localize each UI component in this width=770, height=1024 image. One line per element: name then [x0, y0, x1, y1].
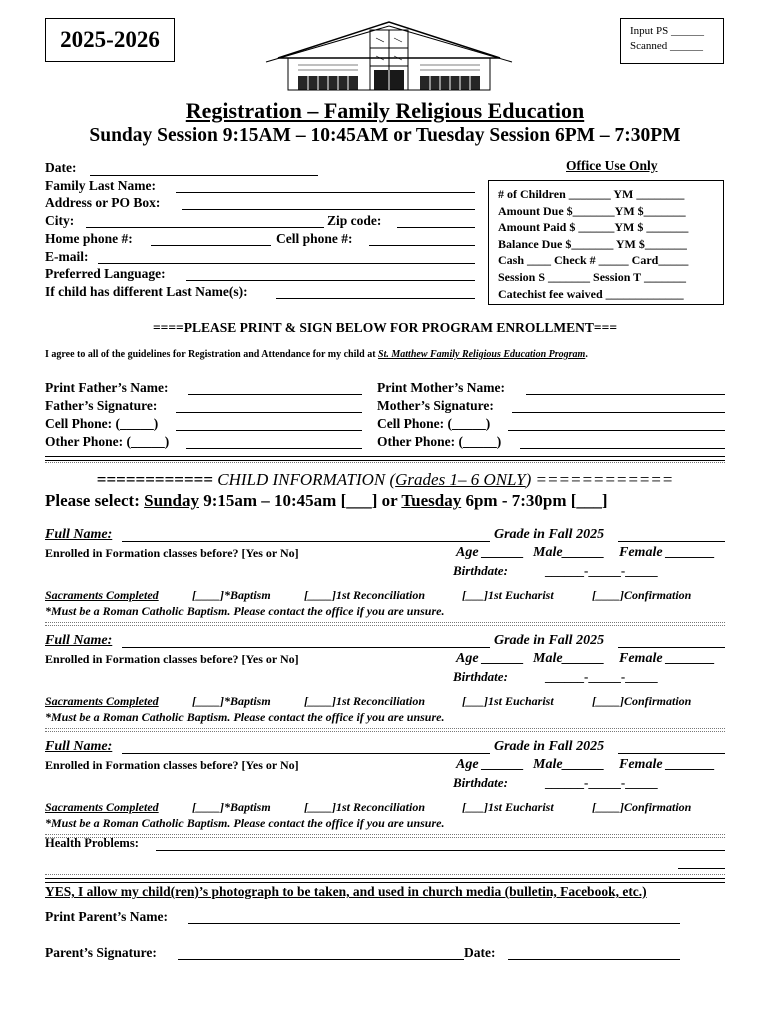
sacraments-label: Sacraments Completed — [45, 800, 159, 814]
child-full-name-field[interactable] — [122, 541, 490, 542]
birthdate-field[interactable]: ______-_____-_____ — [545, 563, 658, 578]
office-row: # of Children _______ YM ________ — [498, 187, 685, 201]
page-subtitle: Sunday Session 9:15AM – 10:45AM or Tuesday Session 6PM – 7:30PM — [89, 125, 681, 146]
grade-label: Grade in Fall 2025 — [494, 527, 605, 542]
enrollment-banner: ====PLEASE PRINT & SIGN BELOW FOR PROGRAM ENROLLMENT=== — [152, 320, 618, 335]
date-field[interactable] — [90, 175, 318, 176]
address-field[interactable] — [182, 209, 475, 210]
eucharist-checkbox[interactable]: [___]1st Eucharist — [462, 588, 554, 602]
section-divider — [45, 878, 725, 883]
office-row: Balance Due $_______ YM $_______ — [498, 236, 687, 251]
health-field-2[interactable] — [678, 868, 725, 869]
zip-label: Zip code: — [327, 213, 382, 228]
confirmation-checkbox[interactable]: [____]Confirmation — [592, 800, 692, 814]
church-logo — [258, 18, 520, 94]
office-row: Catechist fee waived _____________ — [498, 286, 684, 301]
mother-other-phone-label: Other Phone: (_____) — [377, 434, 502, 449]
father-cell-label: Cell Phone: (_____) — [45, 416, 159, 431]
mother-other-phone-field[interactable] — [520, 448, 725, 449]
father-name-label: Print Father’s Name: — [45, 380, 169, 395]
child-full-name-label: Full Name: — [45, 739, 113, 754]
scanned-label: Scanned ______ — [630, 40, 704, 52]
enrolled-before-label[interactable]: Enrolled in Formation classes before? [Yes or No] — [45, 652, 299, 666]
male-field[interactable]: Male______ — [533, 651, 605, 666]
mother-name-label: Print Mother’s Name: — [377, 380, 505, 395]
section-divider — [45, 834, 725, 835]
child-full-name-label: Full Name: — [45, 527, 113, 542]
section-divider — [45, 625, 725, 626]
office-row: Amount Paid $ ______YM $ _______ — [498, 220, 689, 235]
baptism-checkbox[interactable]: [____]*Baptism — [192, 694, 271, 708]
mother-signature-label: Mother’s Signature: — [377, 398, 494, 413]
date-label: Date: — [45, 160, 77, 175]
email-field[interactable] — [98, 263, 475, 264]
parent-signature-label: Parent’s Signature: — [45, 945, 157, 960]
office-row: Amount Due $_______YM $_______ — [498, 203, 686, 218]
address-label: Address or PO Box: — [45, 195, 161, 210]
enrolled-before-label[interactable]: Enrolled in Formation classes before? [Yes or No] — [45, 758, 299, 772]
home-phone-field[interactable] — [151, 245, 271, 246]
birthdate-field[interactable]: ______-_____-_____ — [545, 669, 658, 684]
father-other-phone-label: Other Phone: (_____) — [45, 434, 170, 449]
scan-status-box — [620, 18, 724, 64]
baptism-checkbox[interactable]: [____]*Baptism — [192, 588, 271, 602]
section-divider — [45, 622, 725, 623]
city-label: City: — [45, 213, 75, 228]
cell-phone-field[interactable] — [369, 245, 475, 246]
child-full-name-label: Full Name: — [45, 633, 113, 648]
mother-name-field[interactable] — [526, 394, 725, 395]
health-field[interactable] — [156, 850, 725, 851]
eucharist-checkbox[interactable]: [___]1st Eucharist — [462, 800, 554, 814]
office-row: Session S _______ Session T _______ — [498, 269, 686, 284]
language-field[interactable] — [186, 280, 475, 281]
family-last-name-label: Family Last Name: — [45, 178, 156, 193]
footer-date-field[interactable] — [508, 959, 680, 960]
confirmation-checkbox[interactable]: [____]Confirmation — [592, 694, 692, 708]
mother-signature-field[interactable] — [512, 412, 725, 413]
grade-label: Grade in Fall 2025 — [494, 739, 605, 754]
section-divider — [45, 837, 725, 838]
diff-last-name-label: If child has different Last Name(s): — [45, 284, 248, 299]
email-label: E-mail: — [45, 249, 89, 264]
birthdate-label: Birthdate: — [453, 563, 508, 578]
sacraments-label: Sacraments Completed — [45, 694, 159, 708]
city-field[interactable] — [86, 227, 324, 228]
print-parent-label: Print Parent’s Name: — [45, 909, 168, 924]
baptism-note: *Must be a Roman Catholic Baptism. Please contact the office if you are unsure. — [45, 604, 445, 618]
baptism-note: *Must be a Roman Catholic Baptism. Please contact the office if you are unsure. — [45, 816, 445, 830]
cell-phone-label: Cell phone #: — [276, 231, 353, 246]
confirmation-checkbox[interactable]: [____]Confirmation — [592, 588, 692, 602]
section-divider — [45, 731, 725, 732]
father-other-phone-field[interactable] — [186, 448, 362, 449]
section-divider — [45, 874, 725, 875]
female-field[interactable]: Female _______ — [619, 651, 716, 666]
grade-field[interactable] — [618, 753, 725, 754]
page-title: Registration – Family Religious Education — [185, 98, 585, 123]
male-field[interactable]: Male______ — [533, 757, 605, 772]
language-label: Preferred Language: — [45, 266, 166, 281]
mother-cell-label: Cell Phone: (_____) — [377, 416, 491, 431]
section-divider — [45, 728, 725, 729]
birthdate-field[interactable]: ______-_____-_____ — [545, 775, 658, 790]
female-field[interactable]: Female _______ — [619, 757, 716, 772]
session-select[interactable]: Please select: Sunday 9:15am – 10:45am [___] or Tuesday 6pm - 7:30pm [___] — [45, 491, 608, 510]
age-field[interactable]: Age ______ — [456, 545, 525, 560]
section-divider — [45, 456, 725, 461]
photo-consent: YES, I allow my child(ren)’s photograph to be taken, and used in church media (bulletin, Facebook, etc.) — [45, 884, 647, 899]
child-full-name-field[interactable] — [122, 753, 490, 754]
grade-field[interactable] — [618, 647, 725, 648]
agreement-text: I agree to all of the guidelines for Registration and Attendance for my child at St. Matthew Family Religious Education Program. — [45, 349, 588, 360]
print-parent-field[interactable] — [188, 923, 680, 924]
reconciliation-checkbox[interactable]: [____]1st Reconciliation — [304, 588, 425, 602]
mother-cell-field[interactable] — [508, 430, 725, 431]
health-label: Health Problems: — [45, 836, 139, 850]
input-ps-label: Input PS ______ — [630, 25, 704, 37]
grade-label: Grade in Fall 2025 — [494, 633, 605, 648]
baptism-note: *Must be a Roman Catholic Baptism. Please contact the office if you are unsure. — [45, 710, 445, 724]
male-field[interactable]: Male______ — [533, 545, 605, 560]
female-field[interactable]: Female _______ — [619, 545, 716, 560]
sacraments-label: Sacraments Completed — [45, 588, 159, 602]
footer-date-label: Date: — [464, 945, 496, 960]
parent-signature-field[interactable] — [178, 959, 464, 960]
father-signature-label: Father’s Signature: — [45, 398, 158, 413]
home-phone-label: Home phone #: — [45, 231, 133, 246]
office-use-box — [488, 180, 724, 305]
birthdate-label: Birthdate: — [453, 669, 508, 684]
family-last-name-field[interactable] — [176, 192, 475, 193]
father-cell-field[interactable] — [176, 430, 362, 431]
father-signature-field[interactable] — [176, 412, 362, 413]
child-info-heading: ============ CHILD INFORMATION (Grades 1– 6 ONLY) ============ — [96, 470, 674, 489]
grade-field[interactable] — [618, 541, 725, 542]
enrolled-before-label[interactable]: Enrolled in Formation classes before? [Yes or No] — [45, 546, 299, 560]
age-field[interactable]: Age ______ — [456, 757, 525, 772]
birthdate-label: Birthdate: — [453, 775, 508, 790]
office-row: Cash ____ Check # _____ Card_____ — [498, 253, 689, 268]
reconciliation-checkbox[interactable]: [____]1st Reconciliation — [304, 694, 425, 708]
reconciliation-checkbox[interactable]: [____]1st Reconciliation — [304, 800, 425, 814]
zip-field[interactable] — [397, 227, 475, 228]
baptism-checkbox[interactable]: [____]*Baptism — [192, 800, 271, 814]
section-divider — [45, 462, 725, 463]
year-box: 2025-2026 — [45, 18, 175, 62]
child-full-name-field[interactable] — [122, 647, 490, 648]
father-name-field[interactable] — [188, 394, 362, 395]
age-field[interactable]: Age ______ — [456, 651, 525, 666]
eucharist-checkbox[interactable]: [___]1st Eucharist — [462, 694, 554, 708]
diff-last-name-field[interactable] — [276, 298, 475, 299]
office-use-title: Office Use Only — [566, 158, 658, 173]
